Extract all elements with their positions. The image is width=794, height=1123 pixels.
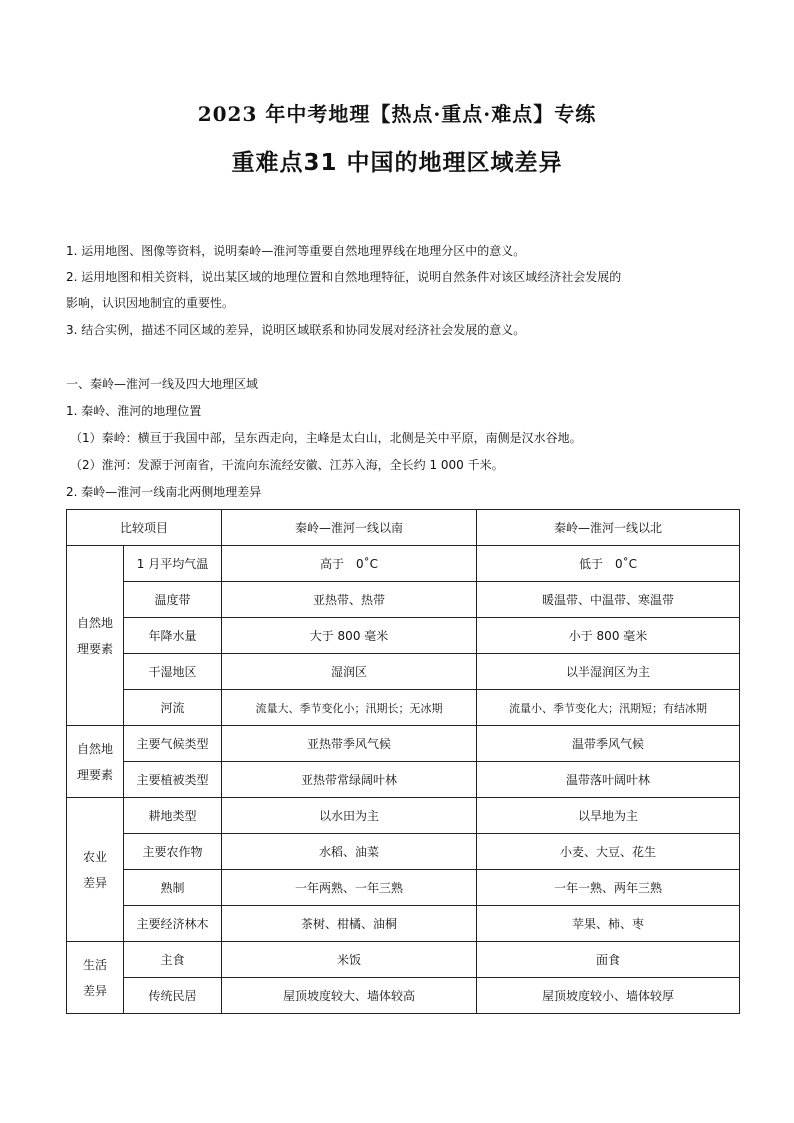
row-south: 亚热带季风气候 [222, 726, 477, 762]
subheading-2: 2. 秦岭—淮河一线南北两侧地理差异 [66, 485, 262, 499]
objective-2: 2. 运用地图和相关资料，说出某区域的地理位置和自然地理特征，说明自然条件对该区域经济社会发展的 [66, 270, 622, 284]
row-south: 一年两熟、一年三熟 [222, 870, 477, 906]
row-north: 低于 0˚C [477, 546, 740, 582]
row-north: 一年一熟、两年三熟 [477, 870, 740, 906]
group-label-agriculture [67, 798, 124, 942]
group-label-line2: 理要素 [76, 767, 113, 782]
objective-1: 1. 运用地图、图像等资料，说明秦岭—淮河等重要自然地理界线在地理分区中的意义。 [66, 244, 526, 258]
paragraph-huaihe: （2）淮河：发源于河南省，干流向东流经安徽、江苏入海，全长约 1 000 千米。 [70, 458, 504, 472]
table-row [67, 618, 740, 654]
document-subtitle: 重难点31 中国的地理区域差异 [231, 150, 563, 176]
row-north: 屋顶坡度较小、墙体较厚 [477, 978, 740, 1014]
header-north: 秦岭—淮河一线以北 [477, 510, 740, 546]
objective-2-cont: 影响，认识因地制宜的重要性。 [66, 296, 235, 310]
row-north: 以旱地为主 [477, 798, 740, 834]
group-label-line1: 自然地 [76, 741, 113, 756]
row-item: 耕地类型 [124, 798, 222, 834]
row-north: 温带落叶阔叶林 [477, 762, 740, 798]
row-south: 米饭 [222, 942, 477, 978]
group-label-line1: 农业 [82, 849, 107, 864]
row-item: 1 月平均气温 [124, 546, 222, 582]
group-label-line1: 生活 [82, 957, 107, 972]
row-south: 湿润区 [222, 654, 477, 690]
group-label-line2: 差异 [82, 983, 107, 998]
document-title: 2023 年中考地理【热点·重点·难点】专练 [197, 102, 597, 126]
group-label-line1: 自然地 [76, 615, 113, 630]
table-row [67, 726, 740, 762]
table-row [67, 690, 740, 726]
table-row [67, 942, 740, 978]
row-item: 主要经济林木 [124, 906, 222, 942]
paragraph-qinling: （1）秦岭：横亘于我国中部，呈东西走向，主峰是太白山，北侧是关中平原，南侧是汉水谷地。 [70, 431, 582, 445]
table-row [67, 654, 740, 690]
row-north: 流量小、季节变化大；汛期短；有结冰期 [477, 690, 740, 726]
row-south: 流量大、季节变化小；汛期长；无冰期 [222, 690, 477, 726]
row-north: 以半湿润区为主 [477, 654, 740, 690]
row-item: 干湿地区 [124, 654, 222, 690]
row-south: 以水田为主 [222, 798, 477, 834]
group-label-line2: 差异 [82, 875, 107, 890]
group-label-natural-2 [67, 726, 124, 798]
row-south: 大于 800 毫米 [222, 618, 477, 654]
subheading-1: 1. 秦岭、淮河的地理位置 [66, 404, 202, 418]
table-row [67, 870, 740, 906]
table-row [67, 546, 740, 582]
row-item: 熟制 [124, 870, 222, 906]
group-label-life [67, 942, 124, 1014]
table-row [67, 978, 740, 1014]
table-row [67, 798, 740, 834]
row-item: 年降水量 [124, 618, 222, 654]
section-heading: 一、秦岭—淮河一线及四大地理区域 [66, 377, 259, 391]
row-south: 水稻、油菜 [222, 834, 477, 870]
row-north: 小麦、大豆、花生 [477, 834, 740, 870]
row-south: 屋顶坡度较大、墙体较高 [222, 978, 477, 1014]
objective-3: 3. 结合实例，描述不同区域的差异，说明区域联系和协同发展对经济社会发展的意义。 [66, 323, 526, 337]
row-north: 暖温带、中温带、寒温带 [477, 582, 740, 618]
table-row [67, 762, 740, 798]
row-south: 高于 0˚C [222, 546, 477, 582]
table-row [67, 834, 740, 870]
table-header-row [67, 510, 740, 546]
row-north: 苹果、柿、枣 [477, 906, 740, 942]
table-row [67, 582, 740, 618]
header-item: 比较项目 [67, 510, 222, 546]
row-north: 小于 800 毫米 [477, 618, 740, 654]
table-row [67, 906, 740, 942]
comparison-table [66, 509, 740, 1014]
row-item: 主要植被类型 [124, 762, 222, 798]
row-north: 温带季风气候 [477, 726, 740, 762]
row-south: 亚热带常绿阔叶林 [222, 762, 477, 798]
row-south: 亚热带、热带 [222, 582, 477, 618]
row-item: 主要气候类型 [124, 726, 222, 762]
group-label-natural [67, 546, 124, 726]
row-south: 茶树、柑橘、油桐 [222, 906, 477, 942]
row-item: 主食 [124, 942, 222, 978]
group-label-line2: 理要素 [76, 641, 113, 656]
row-item: 主要农作物 [124, 834, 222, 870]
row-item: 温度带 [124, 582, 222, 618]
header-south: 秦岭—淮河一线以南 [222, 510, 477, 546]
row-north: 面食 [477, 942, 740, 978]
row-item: 河流 [124, 690, 222, 726]
row-item: 传统民居 [124, 978, 222, 1014]
